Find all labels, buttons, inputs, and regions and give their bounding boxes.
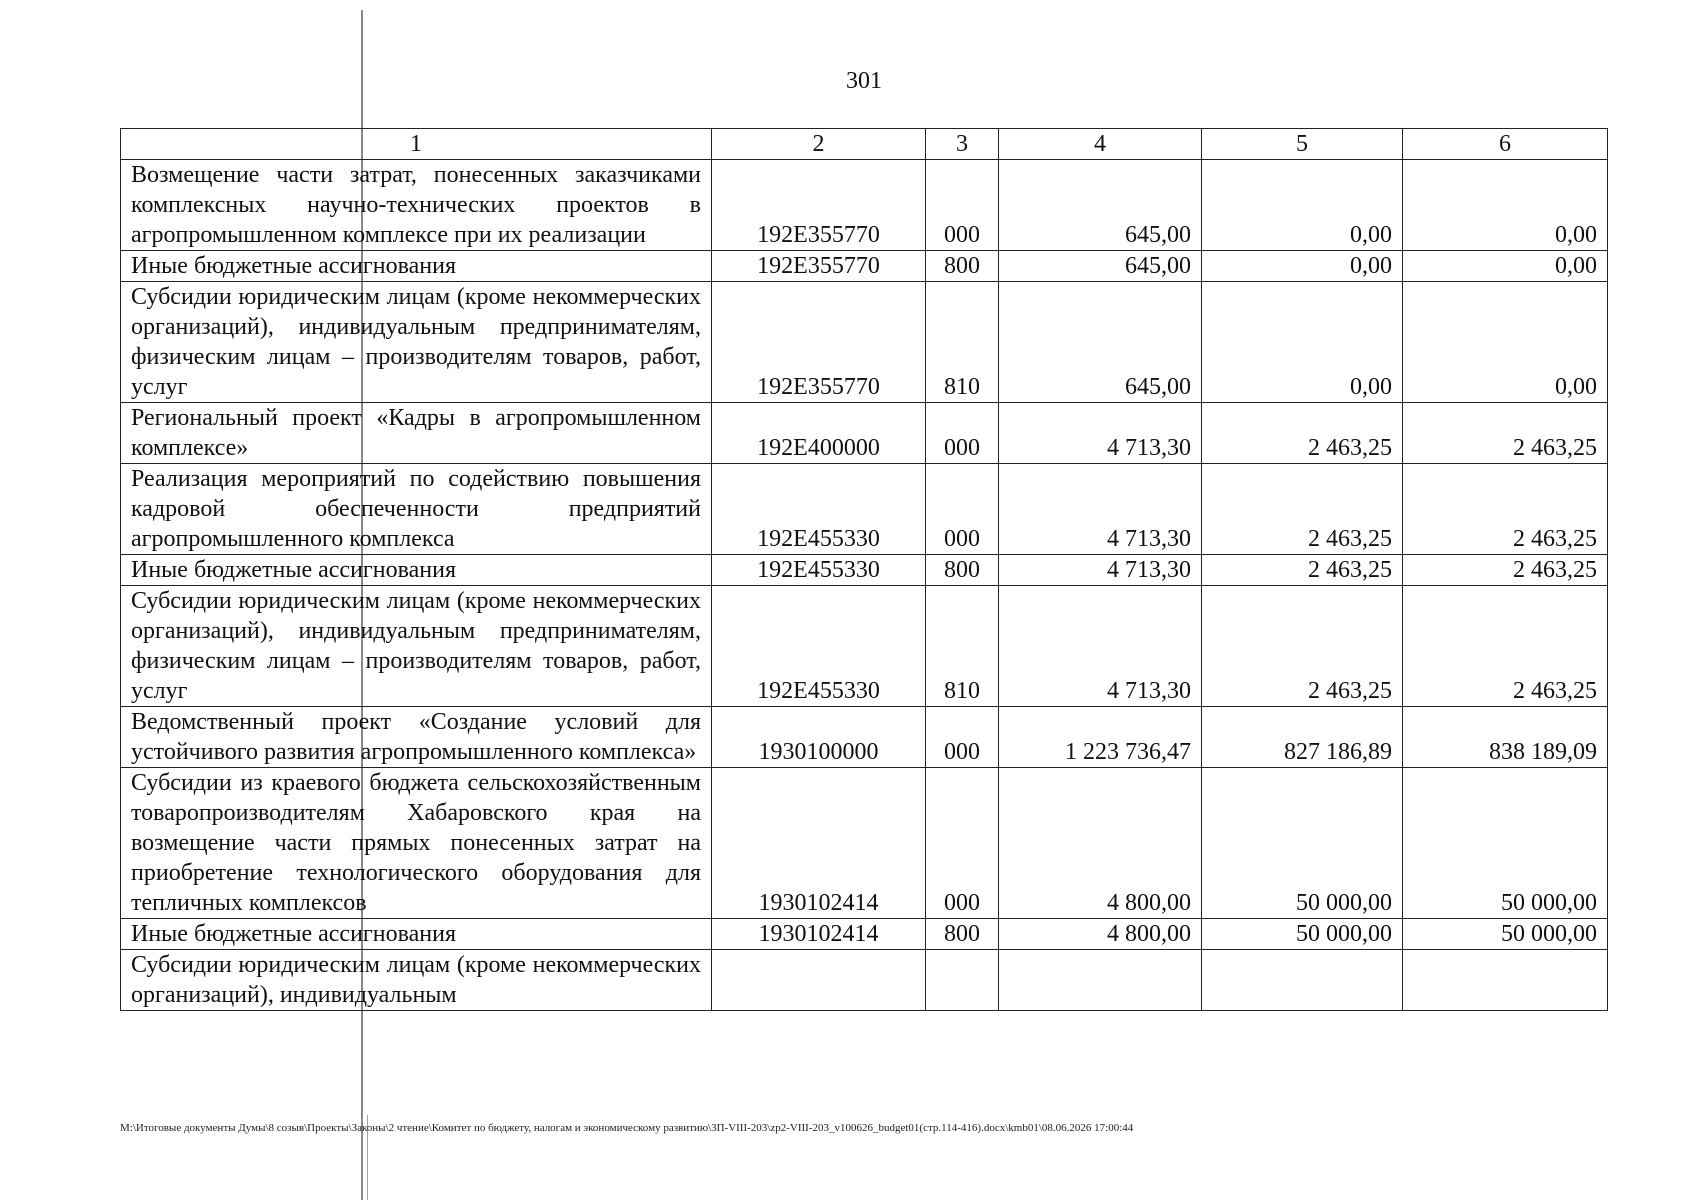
expense-type-code: 000 (926, 403, 999, 464)
expense-type-code: 800 (926, 919, 999, 950)
row-name: Иные бюджетные ассигнования (121, 251, 712, 282)
target-code: 192E455330 (712, 555, 926, 586)
expense-type-code: 800 (926, 555, 999, 586)
expense-type-code (926, 950, 999, 1011)
row-name: Региональный проект «Кадры в агропромышленном комплексе» (121, 403, 712, 464)
table-row (121, 707, 1608, 768)
column-header: 1 (121, 129, 712, 160)
amount-col-5: 50 000,00 (1202, 919, 1403, 950)
column-header: 3 (926, 129, 999, 160)
amount-col-6: 0,00 (1403, 282, 1608, 403)
amount-col-4: 645,00 (999, 282, 1202, 403)
table-row (121, 403, 1608, 464)
row-name: Возмещение части затрат, понесенных заказчиками комплексных научно-технических проектов в агропромышленном комплексе при их реализации (121, 160, 712, 251)
expense-type-code: 810 (926, 586, 999, 707)
amount-col-4: 645,00 (999, 160, 1202, 251)
column-header: 2 (712, 129, 926, 160)
amount-col-5 (1202, 950, 1403, 1011)
expense-type-code: 000 (926, 707, 999, 768)
amount-col-5: 2 463,25 (1202, 403, 1403, 464)
amount-col-6: 0,00 (1403, 160, 1608, 251)
amount-col-4: 1 223 736,47 (999, 707, 1202, 768)
table-row (121, 160, 1608, 251)
row-name: Субсидии юридическим лицам (кроме некоммерческих организаций), индивидуальным (121, 950, 712, 1011)
amount-col-6: 2 463,25 (1403, 403, 1608, 464)
expense-type-code: 000 (926, 464, 999, 555)
target-code: 192E400000 (712, 403, 926, 464)
file-path-footer: М:\Итоговые документы Думы\8 созыв\Проекты\Законы\2 чтение\Комитет по бюджету, налогам и экономическому развитию\3П-VIII-203\zp2-VIII-203_v100626_budget01(стр.114-416).docx\kmb01\08.06.2026 17:00:44 (120, 1122, 1134, 1134)
table-row (121, 950, 1608, 1011)
column-header: 6 (1403, 129, 1608, 160)
amount-col-6: 838 189,09 (1403, 707, 1608, 768)
target-code: 192E355770 (712, 282, 926, 403)
expense-type-code: 810 (926, 282, 999, 403)
row-name: Субсидии юридическим лицам (кроме некоммерческих организаций), индивидуальным предпринимателям, физическим лицам – производителям товаров, работ, услуг (121, 586, 712, 707)
amount-col-5: 2 463,25 (1202, 586, 1403, 707)
amount-col-6: 2 463,25 (1403, 555, 1608, 586)
amount-col-6: 0,00 (1403, 251, 1608, 282)
expense-type-code: 800 (926, 251, 999, 282)
amount-col-4: 4 713,30 (999, 586, 1202, 707)
amount-col-6: 50 000,00 (1403, 919, 1608, 950)
amount-col-6: 2 463,25 (1403, 586, 1608, 707)
amount-col-4 (999, 950, 1202, 1011)
column-header: 5 (1202, 129, 1403, 160)
target-code: 1930100000 (712, 707, 926, 768)
amount-col-4: 4 713,30 (999, 464, 1202, 555)
column-header: 4 (999, 129, 1202, 160)
target-code: 192E455330 (712, 586, 926, 707)
amount-col-6: 2 463,25 (1403, 464, 1608, 555)
amount-col-6 (1403, 950, 1608, 1011)
row-name: Субсидии юридическим лицам (кроме некоммерческих организаций), индивидуальным предпринимателям, физическим лицам – производителям товаров, работ, услуг (121, 282, 712, 403)
amount-col-5: 2 463,25 (1202, 555, 1403, 586)
row-name: Иные бюджетные ассигнования (121, 919, 712, 950)
amount-col-4: 4 713,30 (999, 403, 1202, 464)
table-row (121, 768, 1608, 919)
target-code (712, 950, 926, 1011)
amount-col-5: 0,00 (1202, 251, 1403, 282)
amount-col-4: 4 800,00 (999, 919, 1202, 950)
table-row (121, 919, 1608, 950)
target-code: 1930102414 (712, 768, 926, 919)
table-row (121, 586, 1608, 707)
row-name: Иные бюджетные ассигнования (121, 555, 712, 586)
amount-col-4: 4 713,30 (999, 555, 1202, 586)
table-row (121, 555, 1608, 586)
target-code: 192E355770 (712, 160, 926, 251)
table-row (121, 251, 1608, 282)
target-code: 1930102414 (712, 919, 926, 950)
expense-type-code: 000 (926, 160, 999, 251)
amount-col-5: 0,00 (1202, 282, 1403, 403)
target-code: 192E455330 (712, 464, 926, 555)
target-code: 192E355770 (712, 251, 926, 282)
table-row (121, 464, 1608, 555)
page-number: 301 (846, 68, 882, 94)
amount-col-5: 827 186,89 (1202, 707, 1403, 768)
expense-type-code: 000 (926, 768, 999, 919)
amount-col-4: 645,00 (999, 251, 1202, 282)
amount-col-5: 0,00 (1202, 160, 1403, 251)
amount-col-4: 4 800,00 (999, 768, 1202, 919)
amount-col-5: 2 463,25 (1202, 464, 1403, 555)
row-name: Субсидии из краевого бюджета сельскохозяйственным товаропроизводителям Хабаровского края на возмещение части прямых понесенных затрат на приобретение технологического оборудования для тепличных комплексов (121, 768, 712, 919)
row-name: Ведомственный проект «Создание условий для устойчивого развития агропромышленного комплекса» (121, 707, 712, 768)
budget-table (120, 128, 1608, 1011)
amount-col-5: 50 000,00 (1202, 768, 1403, 919)
row-name: Реализация мероприятий по содействию повышения кадровой обеспеченности предприятий агропромышленного комплекса (121, 464, 712, 555)
header-row (121, 129, 1608, 160)
table-row (121, 282, 1608, 403)
amount-col-6: 50 000,00 (1403, 768, 1608, 919)
